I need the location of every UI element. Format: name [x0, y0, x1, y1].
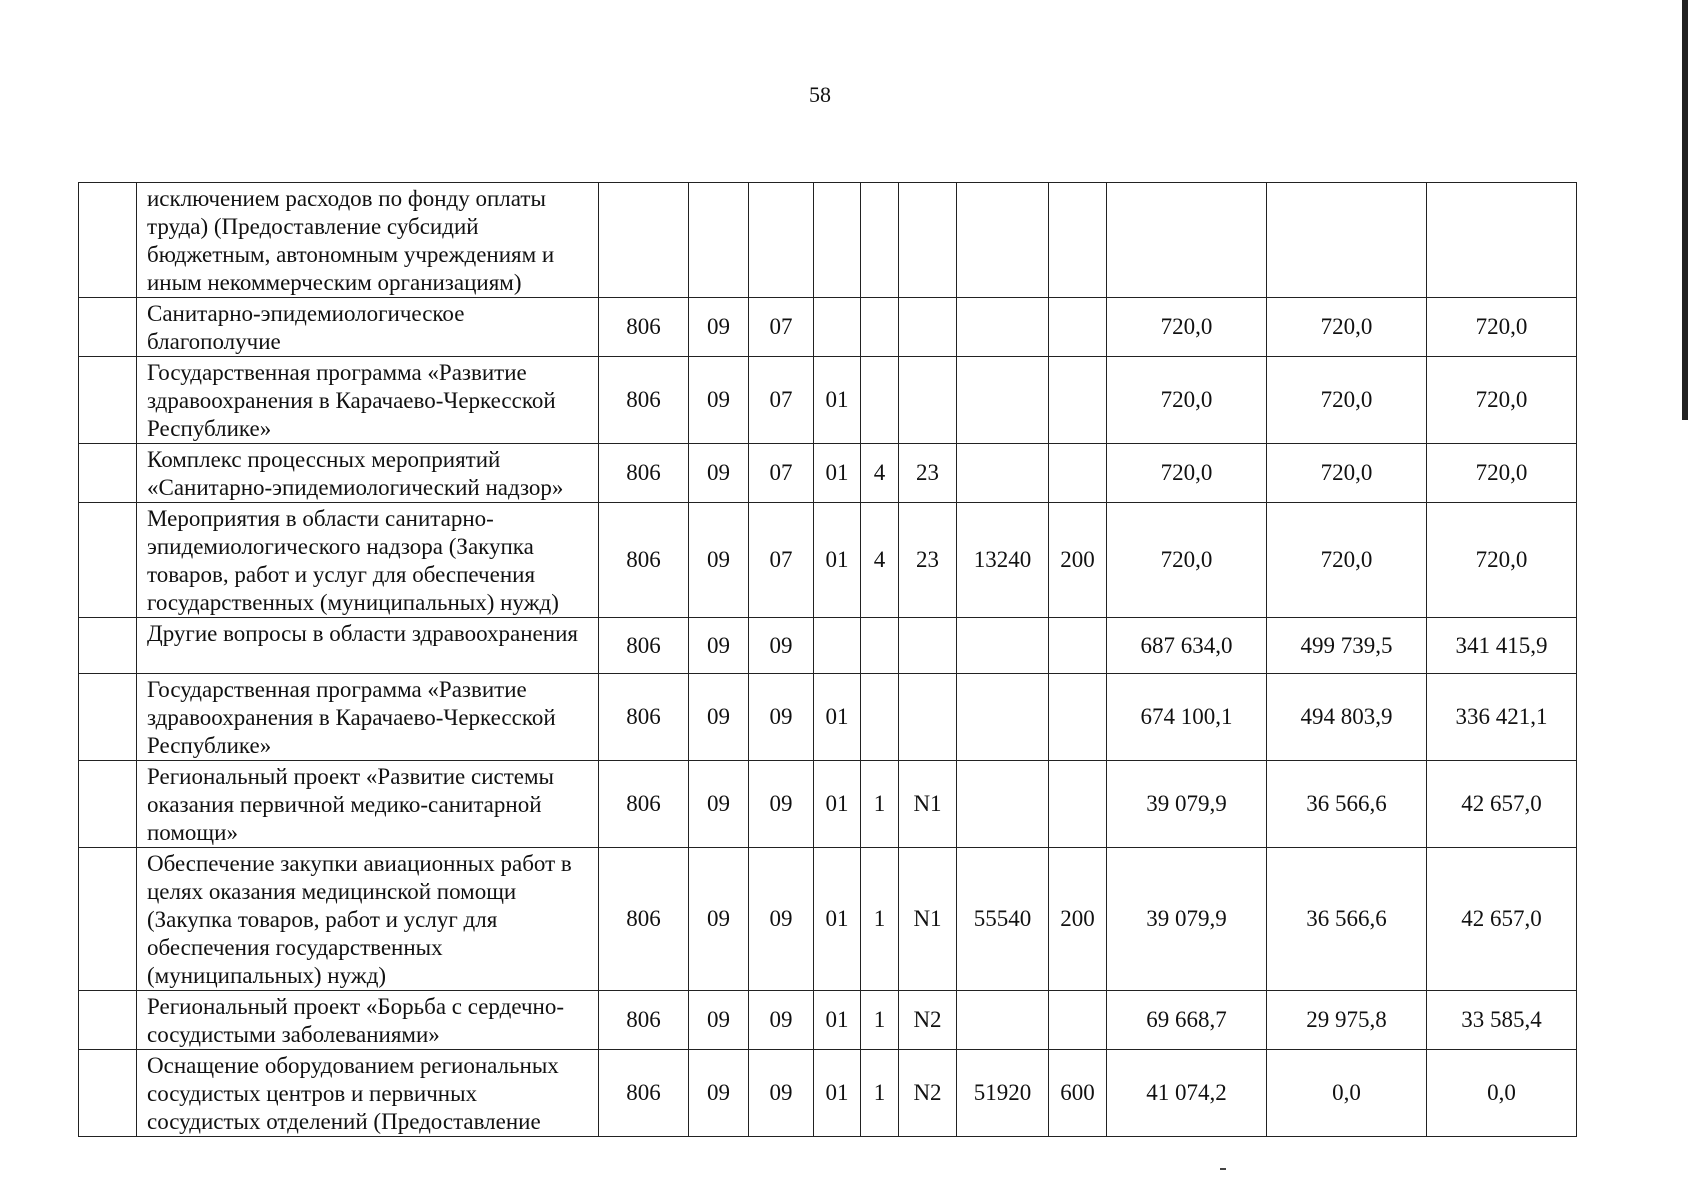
cell-vr: [1049, 991, 1107, 1050]
cell-amount-1: 674 100,1: [1107, 674, 1267, 761]
table-row: [79, 444, 1577, 503]
cell-vr: 200: [1049, 848, 1107, 991]
cell-direction: [957, 298, 1049, 357]
cell-amount-2: 36 566,6: [1267, 848, 1427, 991]
cell-prog: [814, 298, 861, 357]
cell-prog: 01: [814, 1050, 861, 1137]
cell-grbs: [599, 183, 689, 298]
cell-index: [79, 1050, 137, 1137]
cell-pr: 09: [749, 618, 814, 674]
cell-pr: 07: [749, 357, 814, 444]
cell-amount-1: [1107, 183, 1267, 298]
cell-grbs: 806: [599, 618, 689, 674]
cell-amount-3: 42 657,0: [1427, 848, 1577, 991]
cell-prog: 01: [814, 444, 861, 503]
cell-name: Санитарно-эпидемиологическое благополучие: [137, 298, 599, 357]
cell-pr: 09: [749, 1050, 814, 1137]
cell-amount-1: 720,0: [1107, 298, 1267, 357]
table-row: [79, 618, 1577, 674]
table-row: [79, 991, 1577, 1050]
cell-amount-2: 720,0: [1267, 444, 1427, 503]
cell-prog: 01: [814, 848, 861, 991]
cell-index: [79, 503, 137, 618]
cell-amount-3: 33 585,4: [1427, 991, 1577, 1050]
cell-grbs: 806: [599, 848, 689, 991]
cell-amount-3: 42 657,0: [1427, 761, 1577, 848]
cell-type: 1: [861, 1050, 899, 1137]
cell-grbs: 806: [599, 674, 689, 761]
cell-type: 4: [861, 503, 899, 618]
cell-amount-1: 720,0: [1107, 357, 1267, 444]
cell-amount-3: 341 415,9: [1427, 618, 1577, 674]
cell-prog: [814, 618, 861, 674]
cell-rz: 09: [689, 503, 749, 618]
cell-rz: 09: [689, 444, 749, 503]
cell-event: N2: [899, 1050, 957, 1137]
cell-pr: 07: [749, 503, 814, 618]
cell-amount-1: 720,0: [1107, 503, 1267, 618]
cell-prog: 01: [814, 991, 861, 1050]
cell-rz: 09: [689, 357, 749, 444]
cell-amount-3: 336 421,1: [1427, 674, 1577, 761]
cell-prog: 01: [814, 674, 861, 761]
cell-direction: [957, 618, 1049, 674]
cell-name: Государственная программа «Развитие здравоохранения в Карачаево-Черкесской Республике»: [137, 357, 599, 444]
cell-amount-2: 720,0: [1267, 503, 1427, 618]
cell-name: Региональный проект «Борьба с сердечно-сосудистыми заболеваниями»: [137, 991, 599, 1050]
cell-vr: [1049, 761, 1107, 848]
cell-event: [899, 618, 957, 674]
cell-index: [79, 444, 137, 503]
cell-amount-2: 494 803,9: [1267, 674, 1427, 761]
table-row: [79, 183, 1577, 298]
table-row: [79, 298, 1577, 357]
cell-direction: [957, 183, 1049, 298]
cell-amount-2: 0,0: [1267, 1050, 1427, 1137]
cell-pr: [749, 183, 814, 298]
cell-amount-3: 720,0: [1427, 298, 1577, 357]
cell-direction: [957, 357, 1049, 444]
cell-rz: 09: [689, 848, 749, 991]
cell-rz: 09: [689, 674, 749, 761]
table-row: [79, 848, 1577, 991]
cell-pr: 09: [749, 848, 814, 991]
cell-direction: 51920: [957, 1050, 1049, 1137]
cell-rz: 09: [689, 1050, 749, 1137]
cell-amount-2: 29 975,8: [1267, 991, 1427, 1050]
cell-grbs: 806: [599, 503, 689, 618]
cell-event: 23: [899, 444, 957, 503]
cell-event: [899, 298, 957, 357]
cell-type: [861, 298, 899, 357]
cell-grbs: 806: [599, 991, 689, 1050]
cell-index: [79, 674, 137, 761]
cell-index: [79, 761, 137, 848]
cell-index: [79, 357, 137, 444]
cell-type: 1: [861, 761, 899, 848]
cell-amount-2: [1267, 183, 1427, 298]
cell-pr: 07: [749, 298, 814, 357]
cell-vr: 600: [1049, 1050, 1107, 1137]
cell-amount-2: 720,0: [1267, 298, 1427, 357]
table-row: [79, 1050, 1577, 1137]
cell-event: 23: [899, 503, 957, 618]
cell-prog: 01: [814, 357, 861, 444]
cell-direction: [957, 674, 1049, 761]
cell-type: 4: [861, 444, 899, 503]
cell-index: [79, 618, 137, 674]
cell-type: [861, 674, 899, 761]
cell-prog: 01: [814, 761, 861, 848]
page-number: 58: [809, 82, 831, 107]
cell-direction: [957, 761, 1049, 848]
cell-rz: 09: [689, 761, 749, 848]
cell-vr: [1049, 444, 1107, 503]
cell-direction: 13240: [957, 503, 1049, 618]
cell-name: Комплекс процессных мероприятий «Санитарно-эпидемиологический надзор»: [137, 444, 599, 503]
cell-pr: 07: [749, 444, 814, 503]
cell-grbs: 806: [599, 357, 689, 444]
cell-name: Другие вопросы в области здравоохранения: [137, 618, 599, 674]
cell-rz: 09: [689, 991, 749, 1050]
cell-amount-2: 36 566,6: [1267, 761, 1427, 848]
cell-type: 1: [861, 991, 899, 1050]
cell-name: Оснащение оборудованием региональных сосудистых центров и первичных сосудистых отделений (Предоставление: [137, 1050, 599, 1137]
table-row: [79, 674, 1577, 761]
cell-grbs: 806: [599, 1050, 689, 1137]
cell-amount-1: 720,0: [1107, 444, 1267, 503]
cell-name: Обеспечение закупки авиационных работ в целях оказания медицинской помощи (Закупка товаров, работ и услуг для обеспечения государственных (муниципальных) нужд): [137, 848, 599, 991]
cell-grbs: 806: [599, 761, 689, 848]
scan-speck: [1220, 1168, 1226, 1170]
cell-amount-1: 687 634,0: [1107, 618, 1267, 674]
cell-amount-1: 41 074,2: [1107, 1050, 1267, 1137]
cell-amount-3: 720,0: [1427, 503, 1577, 618]
cell-amount-3: 720,0: [1427, 444, 1577, 503]
cell-event: [899, 674, 957, 761]
cell-amount-3: [1427, 183, 1577, 298]
cell-direction: [957, 444, 1049, 503]
cell-rz: 09: [689, 298, 749, 357]
cell-rz: [689, 183, 749, 298]
cell-rz: 09: [689, 618, 749, 674]
cell-direction: [957, 991, 1049, 1050]
cell-vr: [1049, 298, 1107, 357]
cell-vr: [1049, 357, 1107, 444]
cell-event: N1: [899, 761, 957, 848]
table-row: [79, 761, 1577, 848]
cell-amount-3: 720,0: [1427, 357, 1577, 444]
cell-event: N2: [899, 991, 957, 1050]
cell-type: [861, 357, 899, 444]
cell-name: Мероприятия в области санитарно-эпидемиологического надзора (Закупка товаров, работ и услуг для обеспечения государственных (муниципальных) нужд): [137, 503, 599, 618]
cell-type: 1: [861, 848, 899, 991]
table-body: [79, 183, 1577, 1137]
cell-direction: 55540: [957, 848, 1049, 991]
cell-name: исключением расходов по фонду оплаты труда) (Предоставление субсидий бюджетным, автономным учреждениям и иным некоммерческим организациям): [137, 183, 599, 298]
cell-type: [861, 618, 899, 674]
cell-grbs: 806: [599, 298, 689, 357]
cell-amount-2: 499 739,5: [1267, 618, 1427, 674]
cell-amount-1: 39 079,9: [1107, 761, 1267, 848]
cell-vr: [1049, 674, 1107, 761]
cell-event: N1: [899, 848, 957, 991]
cell-amount-1: 39 079,9: [1107, 848, 1267, 991]
cell-prog: [814, 183, 861, 298]
cell-pr: 09: [749, 991, 814, 1050]
cell-amount-1: 69 668,7: [1107, 991, 1267, 1050]
cell-index: [79, 848, 137, 991]
table-row: [79, 503, 1577, 618]
budget-table: [78, 182, 1577, 1137]
cell-index: [79, 183, 137, 298]
cell-pr: 09: [749, 761, 814, 848]
cell-prog: 01: [814, 503, 861, 618]
cell-event: [899, 183, 957, 298]
cell-grbs: 806: [599, 444, 689, 503]
cell-amount-3: 0,0: [1427, 1050, 1577, 1137]
scan-edge-line: [1682, 0, 1688, 420]
cell-type: [861, 183, 899, 298]
cell-index: [79, 298, 137, 357]
cell-pr: 09: [749, 674, 814, 761]
cell-vr: [1049, 183, 1107, 298]
cell-amount-2: 720,0: [1267, 357, 1427, 444]
cell-index: [79, 991, 137, 1050]
cell-name: Государственная программа «Развитие здравоохранения в Карачаево-Черкесской Республике»: [137, 674, 599, 761]
cell-vr: 200: [1049, 503, 1107, 618]
cell-vr: [1049, 618, 1107, 674]
cell-event: [899, 357, 957, 444]
table-row: [79, 357, 1577, 444]
cell-name: Региональный проект «Развитие системы оказания первичной медико-санитарной помощи»: [137, 761, 599, 848]
